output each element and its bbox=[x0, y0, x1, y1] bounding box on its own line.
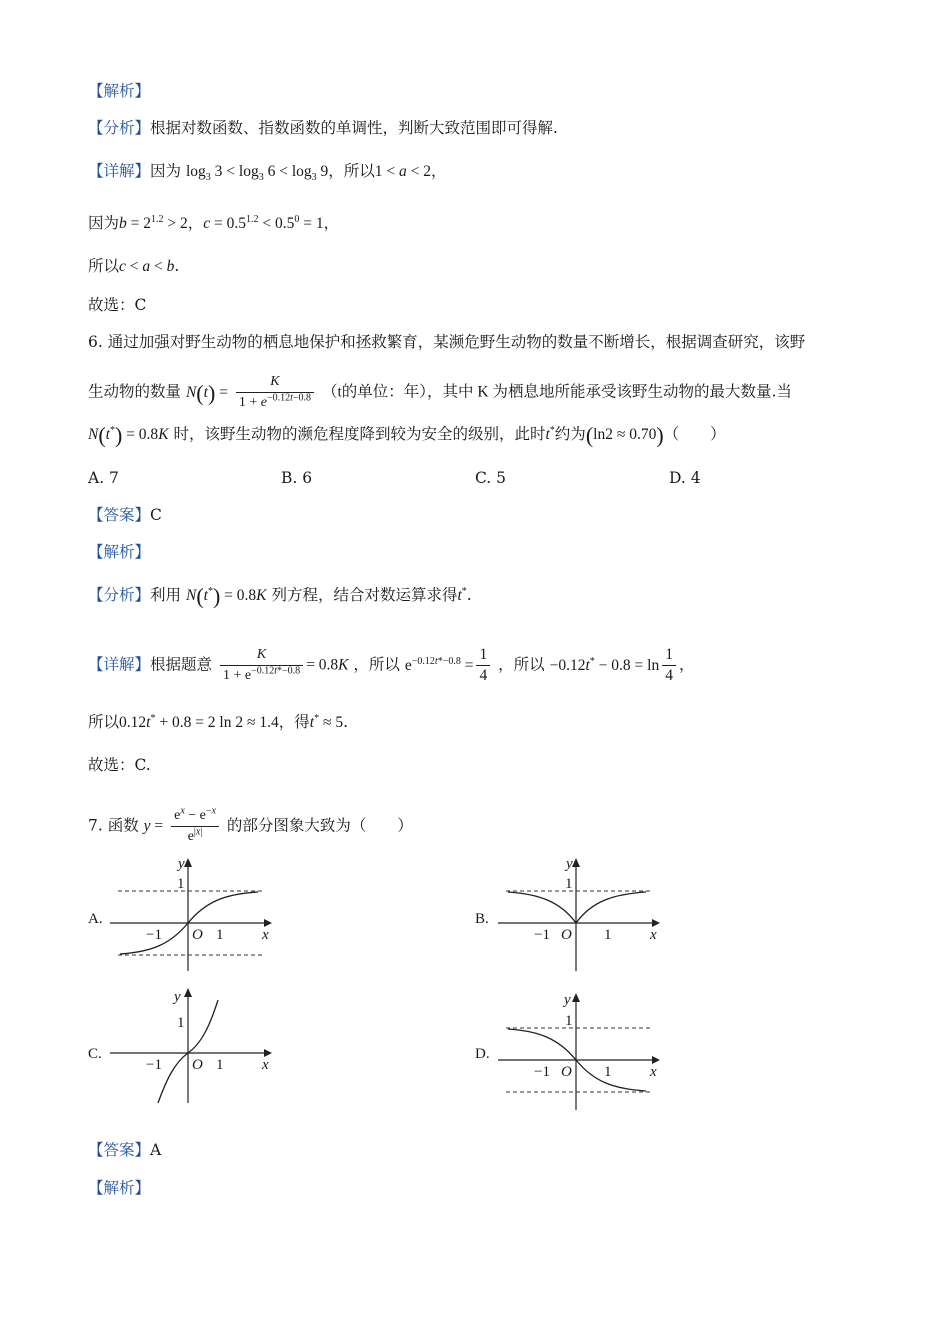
svg-text:y: y bbox=[174, 989, 181, 1005]
svg-text:1: 1 bbox=[216, 927, 224, 943]
q6-answer: 【答案】C bbox=[88, 506, 162, 524]
q7-stem: 7. 函数 y = $\frac{e^x - e^{-x}}{e^{|x|}}$ 的部分图象大致为（ ） bbox=[88, 805, 413, 844]
graph-b-label: B. bbox=[475, 911, 489, 927]
analysis-tag: 【解析】 bbox=[88, 82, 151, 100]
graph-b bbox=[498, 855, 668, 975]
svg-text:O: O bbox=[192, 927, 203, 943]
svg-text:x: x bbox=[650, 927, 657, 943]
svg-text:1: 1 bbox=[604, 1064, 612, 1080]
q6-fenxi: 【分析】利用 N(t*) = 0.8K 列方程，结合对数运算求得t*. bbox=[88, 583, 472, 609]
curve bbox=[508, 892, 646, 923]
svg-text:1: 1 bbox=[604, 927, 612, 943]
q6-analysis-tag: 【解析】 bbox=[88, 543, 151, 561]
svg-text:y: y bbox=[178, 856, 185, 872]
svg-text:O: O bbox=[561, 927, 572, 943]
svg-text:−1: −1 bbox=[534, 927, 550, 943]
svg-text:1: 1 bbox=[565, 1013, 573, 1029]
svg-text:x: x bbox=[262, 1057, 269, 1073]
q6-option-a: A. 7 bbox=[88, 469, 119, 487]
svg-text:y: y bbox=[564, 992, 571, 1008]
graph-d-label: D. bbox=[475, 1046, 490, 1062]
svg-text:−1: −1 bbox=[146, 1057, 162, 1073]
graph-d bbox=[498, 990, 668, 1110]
svg-text:−1: −1 bbox=[146, 927, 162, 943]
svg-text:O: O bbox=[561, 1064, 572, 1080]
graph-a-label: A. bbox=[88, 911, 103, 927]
svg-text:y: y bbox=[566, 856, 573, 872]
q5-choose: 故选：C bbox=[88, 296, 147, 314]
q6-stem-line1: 6. 通过加强对野生动物的栖息地保护和拯救繁育，某濒危野生动物的数量不断增长，根据调查研究，该野 bbox=[88, 333, 806, 351]
q6-option-c: C. 5 bbox=[475, 469, 507, 487]
graph-c-label: C. bbox=[88, 1046, 102, 1062]
svg-text:x: x bbox=[262, 927, 269, 943]
svg-text:−1: −1 bbox=[534, 1064, 550, 1080]
q6-line-so: 所以0.12t* + 0.8 = 2 ln 2 ≈ 1.4，得t* ≈ 5. bbox=[88, 712, 349, 731]
svg-text:1: 1 bbox=[216, 1057, 224, 1073]
q7-analysis-tag: 【解析】 bbox=[88, 1179, 151, 1197]
q6-stem-line2: 生动物的数量 N(t) = $\frac{K}{1 + e^{-0.12t-0.8}}$ （t的单位：年），其中 K 为栖息地所能承受该野生动物的最大数量.当 bbox=[88, 374, 792, 410]
q6-stem-line3: N(t*) = 0.8K 时，该野生动物的濒危程度降到较为安全的级别，此时t*约为(ln2 ≈ 0.70)（ ） bbox=[88, 422, 726, 448]
graph-a bbox=[110, 855, 280, 975]
q5-fenxi: 【分析】根据对数函数、指数函数的单调性，判断大致范围即可得解. bbox=[88, 119, 558, 137]
q5-line3: 所以c < a < b. bbox=[88, 257, 180, 275]
q6-detail: 【详解】根据题意 $\frac{K}{1 + e^{-0.12t*-0.8}}$ = 0.8K ，所以 $e^{-0.12t*-0.8}$ = $\frac{1}{4}$ ，所以 −0.12t* − 0.8 = ln $\frac{1}{4}$ ， bbox=[88, 646, 695, 684]
q5-detail: 【详解】因为 $\log_3 3 < \log_3 6 < \log_3 9$，所以1 < a < 2， bbox=[88, 162, 447, 184]
q6-choose: 故选：C. bbox=[88, 756, 151, 774]
q6-option-d: D. 4 bbox=[669, 469, 701, 487]
q6-option-b: B. 6 bbox=[281, 469, 313, 487]
q7-answer: 【答案】A bbox=[88, 1141, 162, 1159]
q5-line2: 因为$b = 2^{1.2} > 2$，$c = 0.5^{1.2} < 0.5^0 = 1$， bbox=[88, 213, 340, 232]
graph-c bbox=[110, 985, 280, 1105]
svg-text:x: x bbox=[650, 1064, 657, 1080]
svg-text:1: 1 bbox=[177, 1015, 185, 1031]
svg-text:1: 1 bbox=[177, 876, 185, 892]
svg-text:1: 1 bbox=[565, 876, 573, 892]
svg-text:O: O bbox=[192, 1057, 203, 1073]
